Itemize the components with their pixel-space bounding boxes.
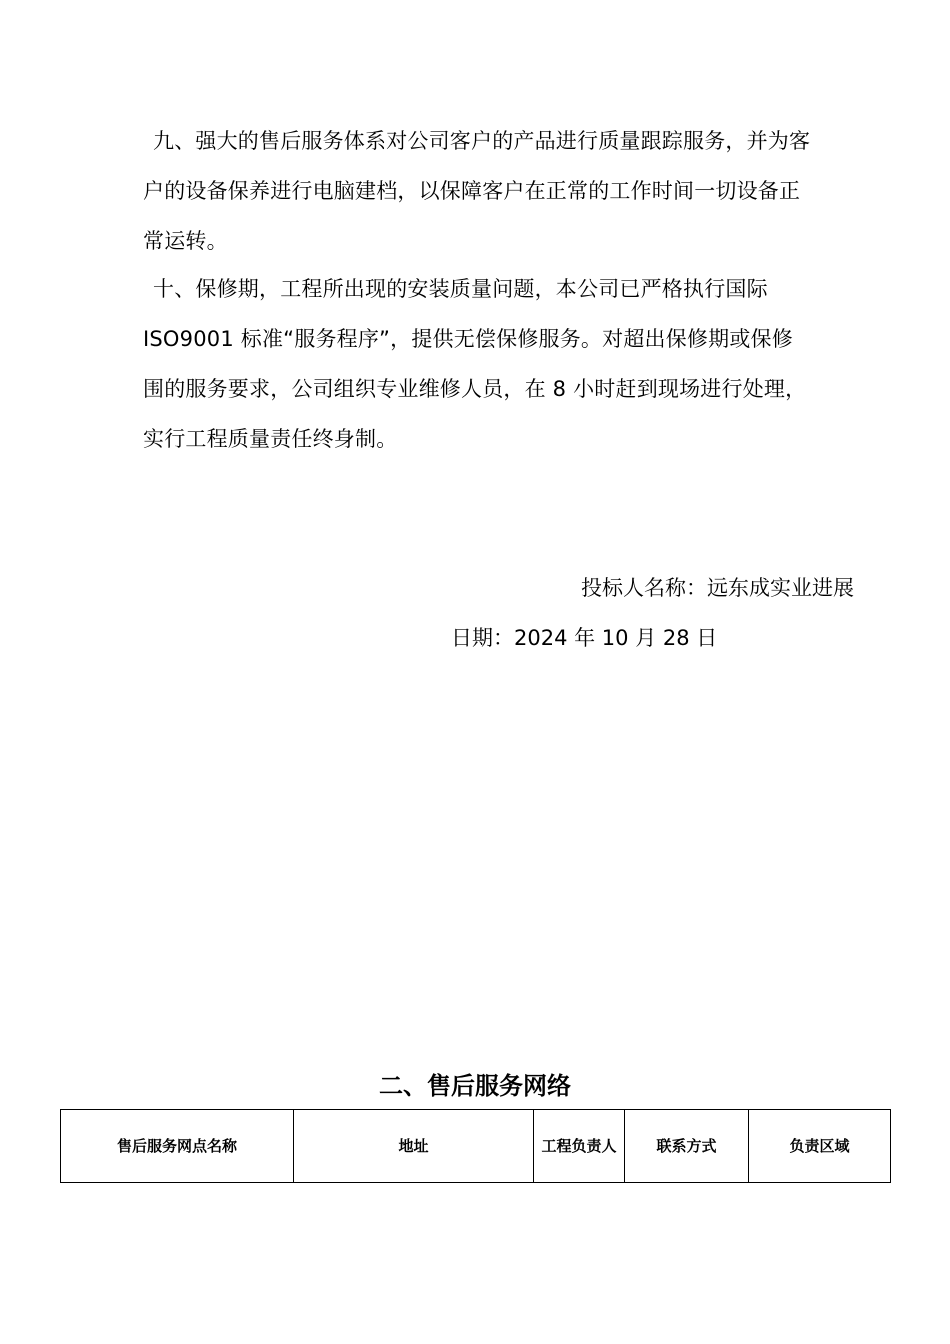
bidder-name: 投标人名称：远东成实业进展: [581, 576, 854, 600]
header-outlet-name: 售后服务网点名称: [61, 1110, 294, 1183]
signature-date: 日期：2024 年 10 月 28 日: [451, 626, 718, 650]
paragraph-line: ISO9001 标准“服务程序”，提供无偿保修服务。对超出保修期或保修: [143, 327, 793, 351]
paragraph-line: 十、保修期，工程所出现的安装质量问题，本公司已严格执行国际: [153, 277, 768, 301]
table-header-row: [61, 1110, 891, 1183]
paragraph-item-9: [143, 116, 855, 266]
paragraph-line: 常运转。: [143, 229, 228, 253]
section-title: 二、售后服务网络: [379, 1072, 571, 1100]
service-network-table: [60, 1109, 891, 1183]
header-region: 负责区域: [749, 1110, 891, 1183]
paragraph-line: 实行工程质量责任终身制。: [143, 427, 398, 451]
header-address: 地址: [294, 1110, 534, 1183]
paragraph-line: 户的设备保养进行电脑建档，以保障客户在正常的工作时间一切设备正: [143, 179, 801, 203]
header-contact: 联系方式: [625, 1110, 749, 1183]
paragraph-item-10: [143, 264, 855, 464]
paragraph-line: 九、强大的售后服务体系对公司客户的产品进行质量跟踪服务，并为客: [153, 129, 811, 153]
header-project-lead: 工程负责人: [534, 1110, 625, 1183]
paragraph-line: 围的服务要求，公司组织专业维修人员，在 8 小时赶到现场进行处理，: [143, 377, 807, 401]
